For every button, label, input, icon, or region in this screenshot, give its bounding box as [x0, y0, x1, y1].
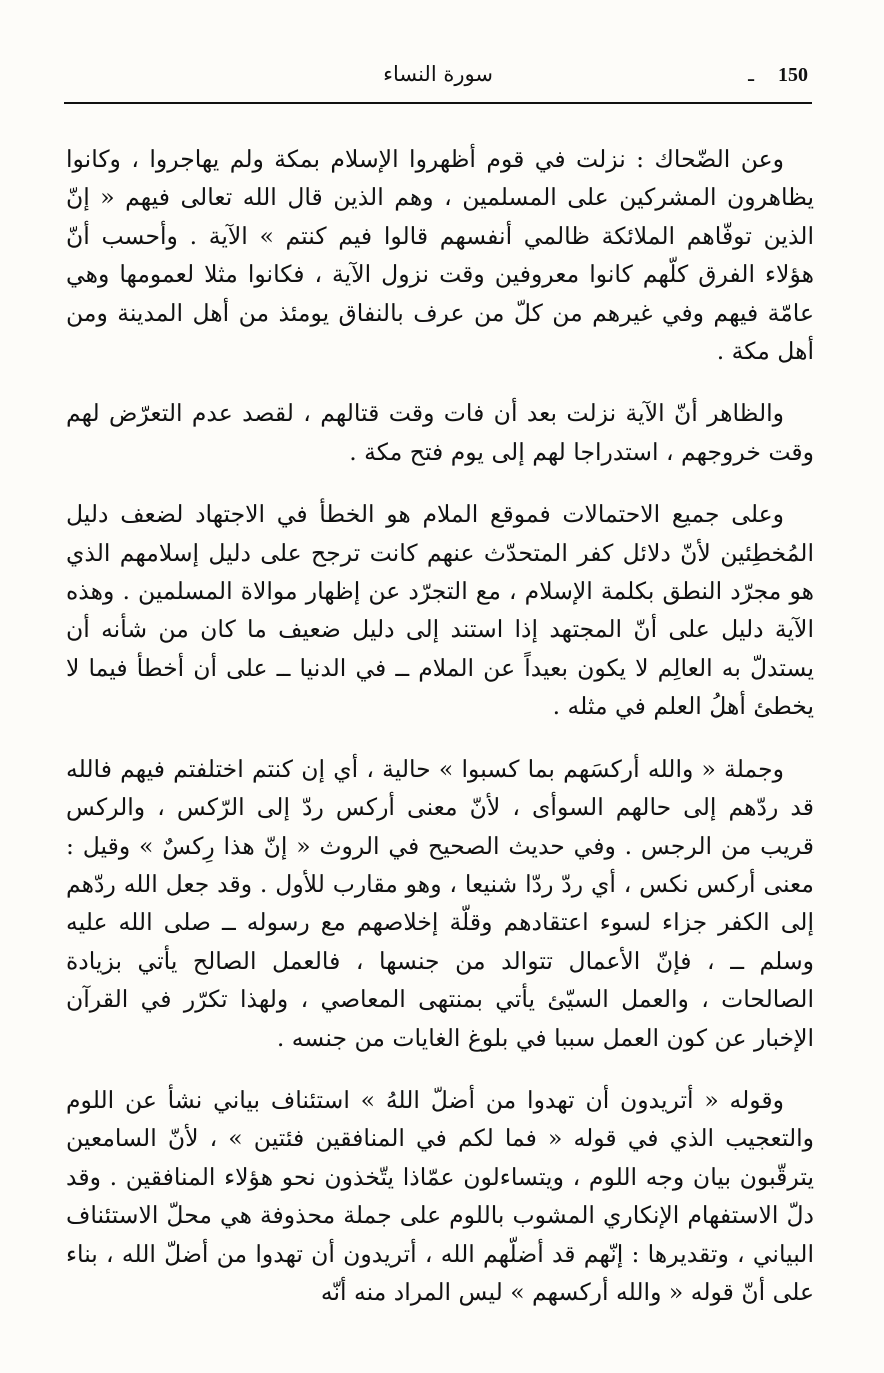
header-rule	[64, 102, 812, 104]
paragraph-1: وعن الضّحاك : نزلت في قوم أظهروا الإسلام بمكة ولم يهاجروا ، وكانوا يظاهرون المشركين على المسلمين ، وهم الذين قال الله تعالى فيهم « إنّ الذين توفّاهم الملائكة ظالمي أنفسهم قالوا فيم كنتم » الآية . وأحسب أنّ هؤلاء الفرق كلّهم كانوا معروفين وقت نزول الآية ، فكانوا مثلا لعمومها وهي عامّة فيهم وفي غيرهم من كلّ من عرف بالنفاق يومئذ من أهل المدينة ومن أهل مكة .	[66, 145, 814, 366]
page-number-dash: ـ	[748, 64, 754, 86]
page-header	[64, 54, 812, 106]
body-text	[66, 140, 814, 1335]
paragraph-5: وقوله « أتريدون أن تهدوا من أضلّ اللهُ » استئناف بياني نشأ عن اللوم والتعجيب الذي في قوله « فما لكم في المنافقين فئتين » ، لأنّ السامعين يترقّبون بيان وجه اللوم ، ويتساءلون عمّاذا يتّخذون نحو هؤلاء المنافقين . وقد دلّ الاستفهام الإنكاري المشوب باللوم على جملة محذوفة هي محلّ الاستئناف البياني ، وتقديرها : إنّهم قد أضلّهم الله ، أتريدون أن تهدوا من أضلّ الله ، بناء على أنّ قوله « والله أركسهم » ليس المراد منه أنّه	[66, 1085, 814, 1306]
paragraph-2: والظاهر أنّ الآية نزلت بعد أن فات وقت قتالهم ، لقصد عدم التعرّض لهم وقت خروجهم ، استدراجا لهم إلى يوم فتح مكة .	[66, 399, 814, 466]
running-title: سورة النساء	[383, 62, 493, 86]
paragraph-4: وجملة « والله أركسَهم بما كسبوا » حالية ، أي إن كنتم اختلفتم فيهم فالله قد ردّهم إلى حالهم السوأى ، لأنّ معنى أركس ردّ إلى الرّكس ، والركس قريب من الرجس . وفي حديث الصحيح في الروث « إنّ هذا رِكسٌ » وقيل : معنى أركس نكس ، أي ردّ ردّا شنيعا ، وهو مقارب للأول . وقد جعل الله ردّهم إلى الكفر جزاء لسوء اعتقادهم وقلّة إخلاصهم مع رسوله ــ صلى الله عليه وسلم ــ ، فإنّ الأعمال تتوالد من جنسها ، فالعمل الصالح يأتي بزيادة الصالحات ، والعمل السيّئ يأتي بمنتهى المعاصي ، ولهذا تكرّر في القرآن الإخبار عن كون العمل سببا في بلوغ الغايات من جنسه .	[66, 754, 814, 1052]
paragraph-3: وعلى جميع الاحتمالات فموقع الملام هو الخطأ في الاجتهاد لضعف دليل المُخطِئين لأنّ دلائل كفر المتحدّث عنهم كانت ترجح على دليل إسلامهم الذي هو مجرّد النطق بكلمة الإسلام ، مع التجرّد عن إظهار موالاة المسلمين . وهذه الآية دليل على أنّ المجتهد إذا استند إلى دليل ضعيف ما كان من شأنه أن يستدلّ به العالِم لا يكون بعيداً عن الملام ــ في الدنيا ــ على أن أخطأ فيما لا يخطئ أهلُ العلم في مثله .	[66, 500, 814, 721]
page-number: 150	[778, 64, 808, 86]
